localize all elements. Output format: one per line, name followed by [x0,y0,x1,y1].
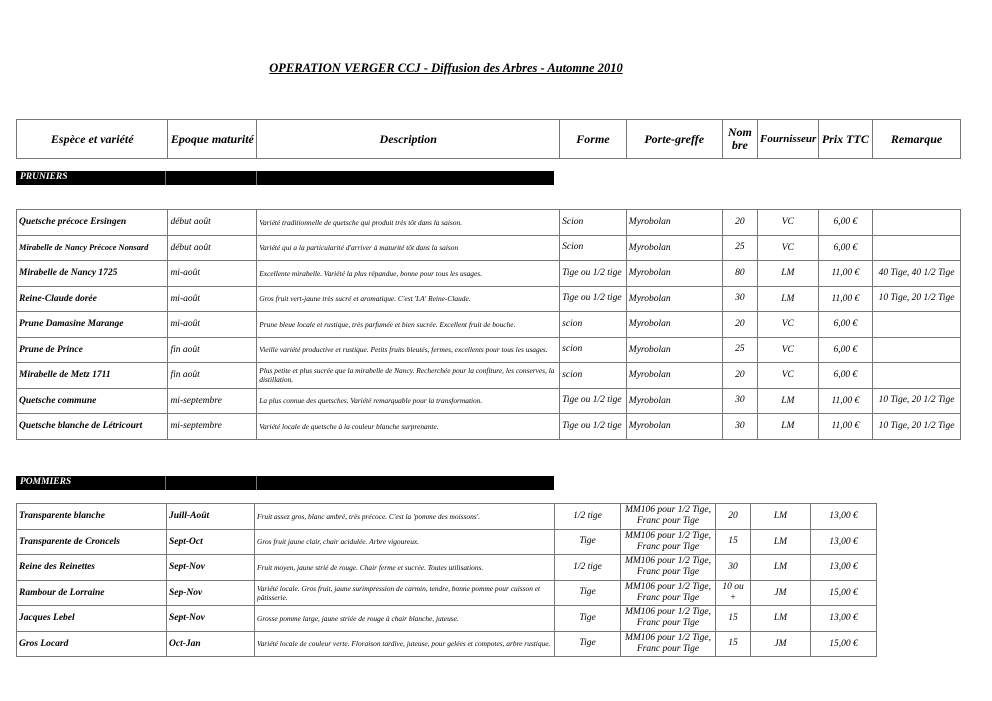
nombre-cell: 30 [716,555,751,581]
fournisseur-cell: LM [751,504,811,530]
fournisseur-cell: LM [758,286,819,312]
forme-cell: Tige [555,631,621,657]
fournisseur-cell: VC [758,235,819,261]
fournisseur-cell: LM [751,529,811,555]
fournisseur-cell: JM [751,631,811,657]
header-espece: Espèce et variété [17,120,168,159]
nombre-cell: 30 [722,286,757,312]
epoque-cell: mi-septembre [168,388,257,414]
remarque-cell [873,312,961,338]
table-row [17,261,961,287]
porte-greffe-cell: MM106 pour 1/2 Tige, Franc pour Tige [621,555,716,581]
description-cell: Fruit moyen, jaune strié de rouge. Chair ferme et sucrée. Toutes utilisations. [255,555,555,581]
porte-greffe-cell: MM106 pour 1/2 Tige, Franc pour Tige [621,504,716,530]
description-cell: Variété qui a la particularité d'arriver à maturité tôt dans la saison [257,235,560,261]
section-label-pommiers: POMMIERS [20,477,72,487]
prix-cell: 13,00 € [811,606,877,632]
section-label-pruniers: PRUNIERS [20,172,68,182]
remarque-cell: 10 Tige, 20 1/2 Tige [873,388,961,414]
epoque-cell: mi-août [168,286,257,312]
table-row [17,529,877,555]
description-cell: Gros fruit jaune clair, chair acidulée. Arbre vigoureux. [255,529,555,555]
species-cell: Mirabelle de Metz 1711 [17,363,168,389]
remarque-cell: 10 Tige, 20 1/2 Tige [873,414,961,440]
species-cell: Rambour de Lorraine [17,580,167,606]
document-title: OPERATION VERGER CCJ - Diffusion des Arbres - Automne 2010 [269,61,623,75]
species-cell: Jacques Lebel [17,606,167,632]
table-row [17,606,877,632]
species-cell: Transparente de Croncels [17,529,167,555]
epoque-cell: fin août [168,337,257,363]
description-cell: Plus petite et plus sucrée que la mirabelle de Nancy. Recherchée pour la confiture, les conserves, la distillation. [257,363,560,389]
forme-cell: Tige [555,529,621,555]
description-cell: Excellente mirabelle. Variété la plus répandue, bonne pour tous les usages. [257,261,560,287]
porte-greffe-cell: Myrobolan [626,414,722,440]
remarque-cell: 10 Tige, 20 1/2 Tige [873,286,961,312]
fournisseur-cell: LM [758,261,819,287]
description-cell: Variété locale de quetsche à la couleur blanche surprenante. [257,414,560,440]
pommiers-table [16,503,877,657]
epoque-cell: mi-août [168,312,257,338]
description-cell: Variété locale de couleur verte. Floraison tardive, juteuse, pour gelées et compotes, arbre rustique. [255,631,555,657]
porte-greffe-cell: Myrobolan [626,235,722,261]
header-table [16,119,961,159]
forme-cell: Tige [555,580,621,606]
porte-greffe-cell: Myrobolan [626,261,722,287]
epoque-cell: Sept-Oct [167,529,255,555]
description-cell: Fruit assez gros, blanc ambré, très précoce. C'est la 'pomme des moissons'. [255,504,555,530]
species-cell: Quetsche commune [17,388,168,414]
remarque-cell: 40 Tige, 40 1/2 Tige [873,261,961,287]
prix-cell: 6,00 € [818,363,873,389]
fournisseur-cell: JM [751,580,811,606]
prix-cell: 6,00 € [818,210,873,236]
remarque-cell [873,235,961,261]
nombre-cell: 25 [722,337,757,363]
section-divider [256,171,257,185]
header-epoque: Epoque maturité [168,120,257,159]
table-row [17,388,961,414]
nombre-cell: 25 [722,235,757,261]
epoque-cell: mi-septembre [168,414,257,440]
porte-greffe-cell: Myrobolan [626,210,722,236]
forme-cell: Tige [555,606,621,632]
species-cell: Reine des Reinettes [17,555,167,581]
species-cell: Reine-Claude dorée [17,286,168,312]
remarque-cell [873,210,961,236]
species-cell: Mirabelle de Nancy 1725 [17,261,168,287]
description-cell: Variété traditionnelle de quetsche qui produit très tôt dans la saison. [257,210,560,236]
nombre-cell: 20 [716,504,751,530]
prix-cell: 6,00 € [818,312,873,338]
nombre-cell: 10 ou + [716,580,751,606]
epoque-cell: Sept-Nov [167,555,255,581]
table-row [17,555,877,581]
table-row [17,312,961,338]
header-description: Description [257,120,560,159]
porte-greffe-cell: Myrobolan [626,312,722,338]
forme-cell: scion [560,337,627,363]
species-cell: Prune Damasine Marange [17,312,168,338]
prix-cell: 11,00 € [818,414,873,440]
species-cell: Prune de Prince [17,337,168,363]
prix-cell: 11,00 € [818,261,873,287]
forme-cell: Tige ou 1/2 tige [560,414,627,440]
forme-cell: Tige ou 1/2 tige [560,261,627,287]
pruniers-table [16,209,961,440]
nombre-cell: 15 [716,529,751,555]
prix-cell: 13,00 € [811,529,877,555]
species-cell: Transparente blanche [17,504,167,530]
nombre-cell: 30 [722,414,757,440]
nombre-cell: 30 [722,388,757,414]
section-divider [256,476,257,490]
fournisseur-cell: LM [758,414,819,440]
epoque-cell: mi-août [168,261,257,287]
porte-greffe-cell: MM106 pour 1/2 Tige, Franc pour Tige [621,606,716,632]
table-row [17,337,961,363]
forme-cell: scion [560,312,627,338]
prix-cell: 11,00 € [818,286,873,312]
header-nombre: Nom bre [722,120,757,159]
porte-greffe-cell: MM106 pour 1/2 Tige, Franc pour Tige [621,580,716,606]
epoque-cell: début août [168,210,257,236]
header-prix: Prix TTC [818,120,873,159]
table-row [17,631,877,657]
header-porte-greffe: Porte-greffe [626,120,722,159]
nombre-cell: 20 [722,363,757,389]
species-cell: Mirabelle de Nancy Précoce Nonsard [17,235,168,261]
fournisseur-cell: VC [758,363,819,389]
prix-cell: 13,00 € [811,504,877,530]
description-cell: Grosse pomme large, jaune striée de rouge à chair blanche, juteuse. [255,606,555,632]
prix-cell: 15,00 € [811,580,877,606]
epoque-cell: début août [168,235,257,261]
prix-cell: 13,00 € [811,555,877,581]
porte-greffe-cell: MM106 pour 1/2 Tige, Franc pour Tige [621,631,716,657]
epoque-cell: Oct-Jan [167,631,255,657]
table-row [17,286,961,312]
table-row [17,580,877,606]
description-cell: Vieille variété productive et rustique. Petits fruits bleutés, fermes, excellents pour tous les usages. [257,337,560,363]
description-cell: Gros fruit vert-jaune très sucré et aromatique. C'est 'LA' Reine-Claude. [257,286,560,312]
nombre-cell: 15 [716,631,751,657]
table-row [17,414,961,440]
epoque-cell: Sept-Nov [167,606,255,632]
forme-cell: Scion [560,210,627,236]
forme-cell: Tige ou 1/2 tige [560,388,627,414]
nombre-cell: 80 [722,261,757,287]
fournisseur-cell: VC [758,312,819,338]
header-forme: Forme [560,120,627,159]
porte-greffe-cell: Myrobolan [626,363,722,389]
forme-cell: Scion [560,235,627,261]
porte-greffe-cell: Myrobolan [626,388,722,414]
section-bar-pruniers [16,171,554,185]
epoque-cell: Juill-Août [167,504,255,530]
nombre-cell: 20 [722,210,757,236]
forme-cell: 1/2 tige [555,555,621,581]
forme-cell: 1/2 tige [555,504,621,530]
species-cell: Gros Locard [17,631,167,657]
header-fournisseur: Fournisseur [758,120,819,159]
fournisseur-cell: LM [751,555,811,581]
description-cell: La plus connue des quetsches. Variété remarquable pour la transformation. [257,388,560,414]
section-bar-pommiers [16,476,554,490]
description-cell: Variété locale. Gros fruit, jaune surimpression de carmin, tendre, bonne pomme pour cuisson et pâtisserie. [255,580,555,606]
prix-cell: 6,00 € [818,337,873,363]
header-remarque: Remarque [873,120,961,159]
forme-cell: scion [560,363,627,389]
prix-cell: 11,00 € [818,388,873,414]
description-cell: Prune bleue locale et rustique, très parfumée et bien sucrée. Excellent fruit de bouche. [257,312,560,338]
remarque-cell [873,337,961,363]
fournisseur-cell: LM [751,606,811,632]
fournisseur-cell: LM [758,388,819,414]
table-row [17,235,961,261]
epoque-cell: fin août [168,363,257,389]
porte-greffe-cell: Myrobolan [626,286,722,312]
species-cell: Quetsche précoce Ersingen [17,210,168,236]
table-row [17,210,961,236]
prix-cell: 15,00 € [811,631,877,657]
porte-greffe-cell: Myrobolan [626,337,722,363]
table-row [17,363,961,389]
section-divider [165,171,166,185]
forme-cell: Tige ou 1/2 tige [560,286,627,312]
porte-greffe-cell: MM106 pour 1/2 Tige, Franc pour Tige [621,529,716,555]
species-cell: Quetsche blanche de Létricourt [17,414,168,440]
remarque-cell [873,363,961,389]
nombre-cell: 15 [716,606,751,632]
nombre-cell: 20 [722,312,757,338]
fournisseur-cell: VC [758,210,819,236]
section-divider [165,476,166,490]
epoque-cell: Sep-Nov [167,580,255,606]
prix-cell: 6,00 € [818,235,873,261]
fournisseur-cell: VC [758,337,819,363]
table-row [17,504,877,530]
